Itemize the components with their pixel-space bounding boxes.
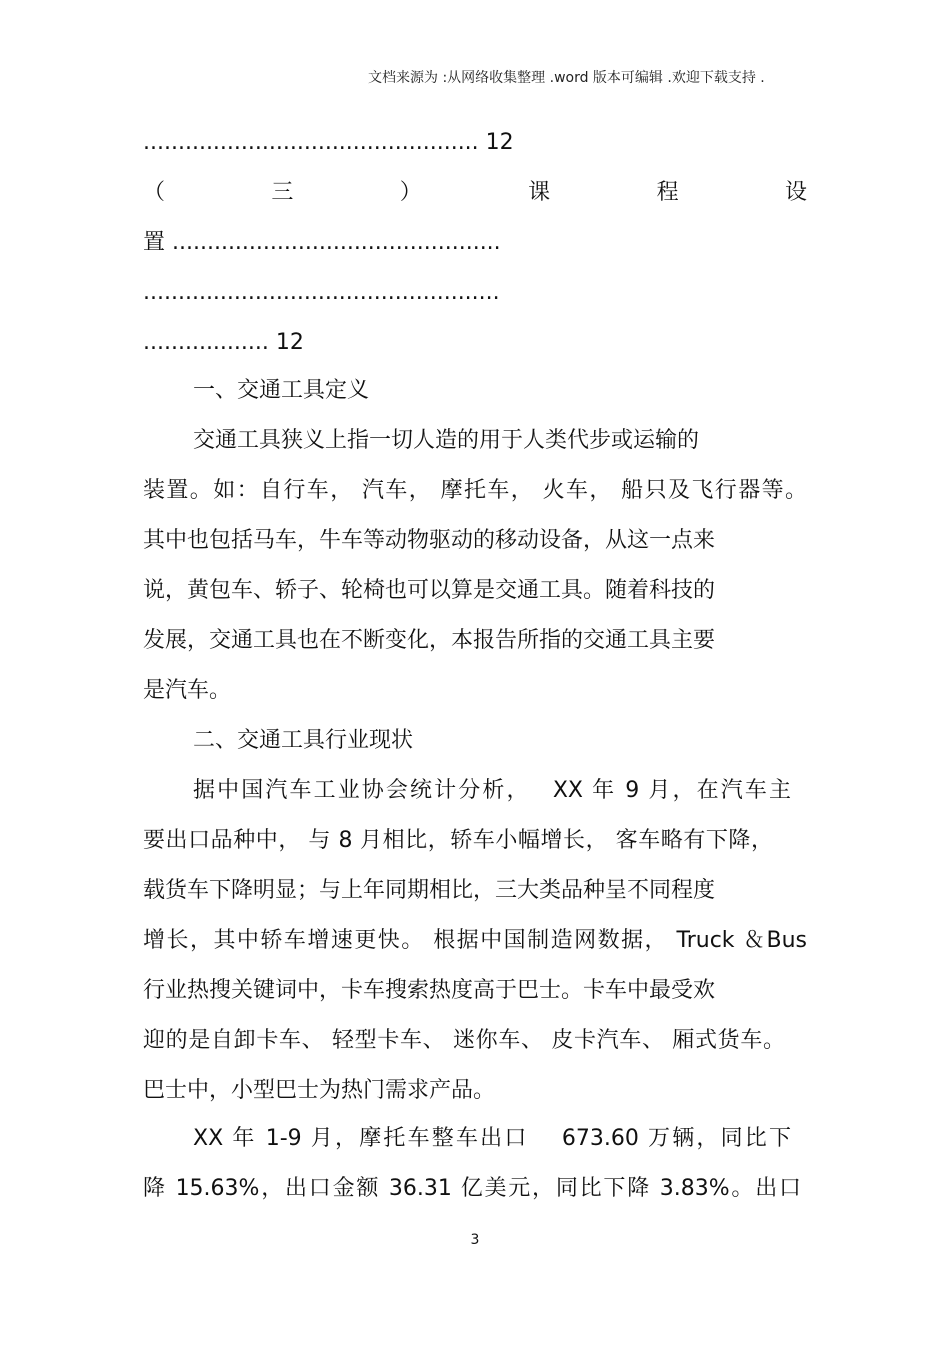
toc-line: 置 ............................................... xyxy=(143,230,501,255)
page-number: 3 xyxy=(470,1232,480,1248)
toc-line: ................................................ 12 xyxy=(143,130,514,155)
page-header: 文档来源为 :从网络收集整理 .word 版本可编辑 .欢迎下载支持 . xyxy=(368,70,765,86)
body-line: 行业热搜关键词中，卡车搜索热度高于巴士。卡车中最受欢 xyxy=(143,978,716,1003)
body-line: 降 15.63%，出口金额 36.31 亿美元，同比下降 3.83%。出口 xyxy=(143,1176,801,1201)
toc-entry-title xyxy=(143,178,807,208)
toc-char: 设 xyxy=(784,180,807,205)
toc-char: 三 xyxy=(271,180,294,205)
body-line: 说，黄包车、轿子、轮椅也可以算是交通工具。随着科技的 xyxy=(143,578,716,603)
body-line: 要出口品种中， 与 8 月相比，轿车小幅增长， 客车略有下降， xyxy=(143,828,773,853)
toc-char: （ xyxy=(143,180,166,205)
body-line: 载货车下降明显；与上年同期相比，三大类品种呈不同程度 xyxy=(143,878,716,903)
section-heading: 一、交通工具定义 xyxy=(193,378,370,403)
toc-char: 程 xyxy=(656,180,679,205)
body-line: 据中国汽车工业协会统计分析， XX 年 9 月，在汽车主 xyxy=(193,778,791,803)
body-line: 交通工具狭义上指一切人造的用于人类代步或运输的 xyxy=(193,428,700,453)
body-line: 是汽车。 xyxy=(143,678,232,703)
toc-line: .................. 12 xyxy=(143,330,304,355)
body-line: XX 年 1-9 月，摩托车整车出口 673.60 万辆，同比下 xyxy=(193,1126,791,1151)
toc-char: 课 xyxy=(528,180,551,205)
body-line: 装置。如：自行车， 汽车， 摩托车， 火车， 船只及飞行器等。 xyxy=(143,478,807,503)
body-line: 发展，交通工具也在不断变化，本报告所指的交通工具主要 xyxy=(143,628,716,653)
toc-line: ................................................... xyxy=(143,280,500,305)
body-line: 其中也包括马车，牛车等动物驱动的移动设备，从这一点来 xyxy=(143,528,716,553)
toc-char: ） xyxy=(399,180,422,205)
body-line: 增长，其中轿车增速更快。 根据中国制造网数据， Truck ＆Bus xyxy=(143,928,807,953)
section-heading: 二、交通工具行业现状 xyxy=(193,728,414,753)
body-line: 巴士中，小型巴士为热门需求产品。 xyxy=(143,1078,496,1103)
body-line: 迎的是自卸卡车、 轻型卡车、 迷你车、 皮卡汽车、 厢式货车。 xyxy=(143,1028,785,1053)
